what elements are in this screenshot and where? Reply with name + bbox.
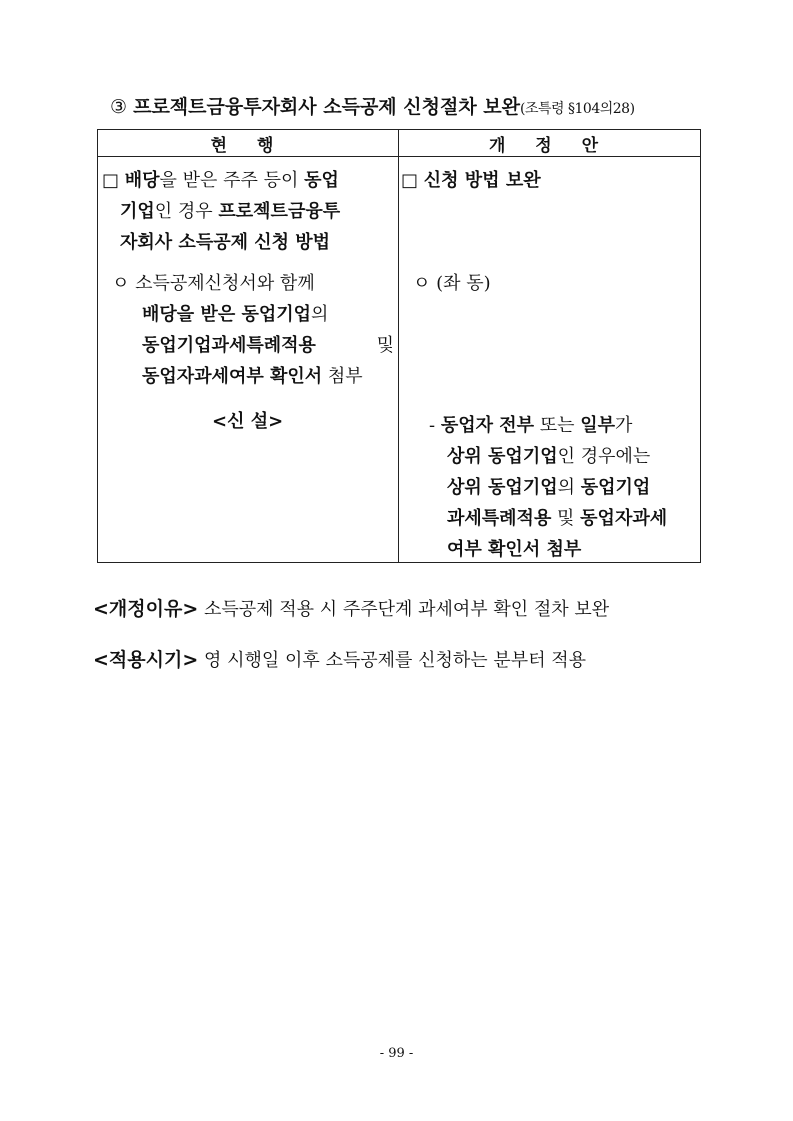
revised-text: 또는 [534, 415, 581, 436]
current-text: 동업자과세여부 확인서 [142, 366, 323, 387]
revised-text: 동업자과세 [580, 508, 668, 529]
current-item-line2 [120, 196, 340, 227]
current-text: 의 [311, 304, 329, 325]
current-text: 인 경우 [154, 201, 219, 222]
section-number: ③ [110, 96, 128, 118]
header-revised: 개 정 안 [399, 130, 701, 157]
revised-dash-line4 [447, 503, 667, 534]
section-title [110, 92, 635, 119]
current-item-line1 [102, 165, 339, 196]
current-text: 프로젝트금융투 [218, 201, 341, 222]
revision-reason [93, 594, 609, 621]
revised-dash-line3 [447, 472, 650, 503]
new-provision-mark: <신 설> [212, 411, 284, 432]
comparison-table [97, 129, 701, 563]
current-text: 을 받은 주주 등이 [159, 170, 305, 191]
revised-text: 및 [551, 508, 581, 529]
section-legal-ref: (조특령 §104의28) [520, 101, 635, 117]
current-sub-line1: ㅇ 소득공제신청서와 함께 [112, 273, 315, 294]
current-text: 배당을 받은 동업기업 [142, 304, 312, 325]
table-header-row [98, 130, 701, 157]
current-sub-line4 [142, 361, 363, 392]
revised-item [401, 165, 541, 196]
current-text: 기업 [120, 201, 155, 222]
revised-text: 상위 동업기업 [447, 477, 558, 498]
revised-cell [399, 157, 701, 563]
revised-text: 인 경우에는 [557, 446, 651, 467]
revised-sub: ㅇ (좌 동) [413, 273, 491, 294]
current-sub-line3 [142, 330, 394, 361]
effective-date [93, 645, 586, 672]
revised-text: 동업기업 [580, 477, 651, 498]
header-current: 현 행 [98, 130, 399, 157]
revised-text: 과세특례적용 [447, 508, 552, 529]
page-number: - 99 - [379, 1046, 414, 1061]
revision-reason-text: 소득공제 적용 시 주주단계 과세여부 확인 절차 보완 [198, 599, 610, 620]
revised-text: 일부 [580, 415, 616, 436]
revised-text: 가 [615, 415, 633, 436]
table-row [98, 157, 701, 563]
effective-date-label: <적용시기> [93, 649, 199, 671]
current-sub-line2 [142, 299, 328, 330]
revised-dash-line2 [447, 441, 650, 472]
current-item-line3: 자회사 소득공제 신청 방법 [120, 232, 331, 253]
revision-reason-label: <개정이유> [93, 598, 199, 620]
checkbox-bullet: □ [102, 170, 125, 191]
revised-text: 의 [557, 477, 581, 498]
revised-text: 동업자 전부 [440, 415, 535, 436]
section-title-text: 프로젝트금융투자회사 소득공제 신청절차 보완 [133, 96, 521, 118]
revised-text: 상위 동업기업 [447, 446, 558, 467]
current-cell [98, 157, 399, 563]
current-text: 동업 [304, 170, 339, 191]
effective-date-text: 영 시행일 이후 소득공제를 신청하는 분부터 적용 [198, 650, 587, 671]
revised-dash-line5: 여부 확인서 첨부 [447, 539, 582, 560]
checkbox-bullet: □ [401, 170, 424, 191]
revised-dash-line1 [429, 410, 632, 441]
current-text: 및 [376, 335, 394, 356]
revised-text: - [429, 415, 441, 436]
current-text: 동업기업과세특례적용 [142, 335, 316, 356]
revised-text: 신청 방법 보완 [423, 170, 541, 191]
current-text: 배당 [124, 170, 160, 191]
current-text: 첨부 [322, 366, 363, 387]
